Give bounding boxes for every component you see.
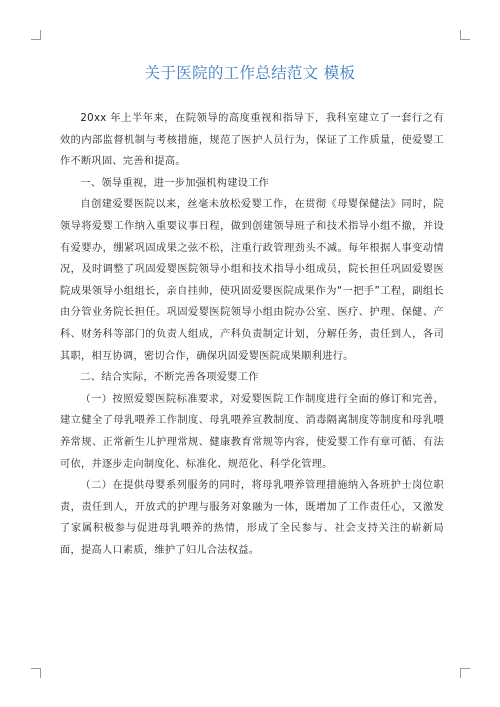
paragraph-section-1: 自创建爱婴医院以来，丝毫未放松爱婴工作，在贯彻《母婴保健法》同时，院领导将爱婴工作纳入重要议事日程，做到创建领导班子和技术指导小组不撤，并设有爱婴办，绷紧巩固成果之弦不松，注重行政管理劲头不减。每年根据人事变动情况，及时调整了巩固爱婴医院领导小组和技术指导小组成员，院长担任巩固爱婴医院成果领导小组组长，亲自挂帅，使巩固爱婴医院成果作为“一把手”工程，副组长由分管业务院长担任。巩固爱婴医院领导小组由院办公室、医疗、护理、保健、产科、财务科等部门的负责人组成，产科负责制定计划，分解任务，责任到人，各司其职，相互协调，密切合作，确保巩固爱婴医院成果顺利进行。 xyxy=(60,199,444,362)
page-title: 关于医院的工作总结范文 模板 xyxy=(144,64,356,82)
section-heading-2: 二、结合实际，不断完善各项爱婴工作 xyxy=(80,372,259,384)
crop-mark-bottom-left xyxy=(31,668,41,678)
section-heading-1: 一、领导重视，进一步加强机构建设工作 xyxy=(80,177,270,189)
paragraph-item-2: （二）在提供母婴系列服务的同时，将母乳喂养管理措施纳入各班护士岗位职责，责任到人，开放式的护理与服务对象融为一体，既增加了工作责任心，又激发了家属积极参与促进母乳喂养的热情，形成了全民参与、社会支持关注的崭新局面，提高人口素质，维护了妇儿合法权益。 xyxy=(60,480,444,556)
paragraph-item-1: （一）按照爱婴医院标准要求，对爱婴医院工作制度进行全面的修订和完善，建立健全了母乳喂养工作制度、母乳喂养宣教制度、消毒隔离制度等制度和母乳喂养常规、正常新生儿护理常规、健康教育常规等内容，使爱婴工作有章可循、有法可依，并逐步走向制度化、标准化、规范化、科学化管理。 xyxy=(60,393,444,470)
paragraph-intro: 20xx 年上半年来，在院领导的高度重视和指导下，我科室建立了一套行之有效的内部监督机制与考核措施，规范了医护人员行为，保证了工作质量，使爱婴工作不断巩固、完善和提高。 xyxy=(60,113,444,168)
crop-mark-top-left xyxy=(31,30,41,40)
crop-mark-top-right xyxy=(460,30,470,40)
document-body xyxy=(60,108,444,561)
crop-mark-bottom-right xyxy=(460,668,470,678)
